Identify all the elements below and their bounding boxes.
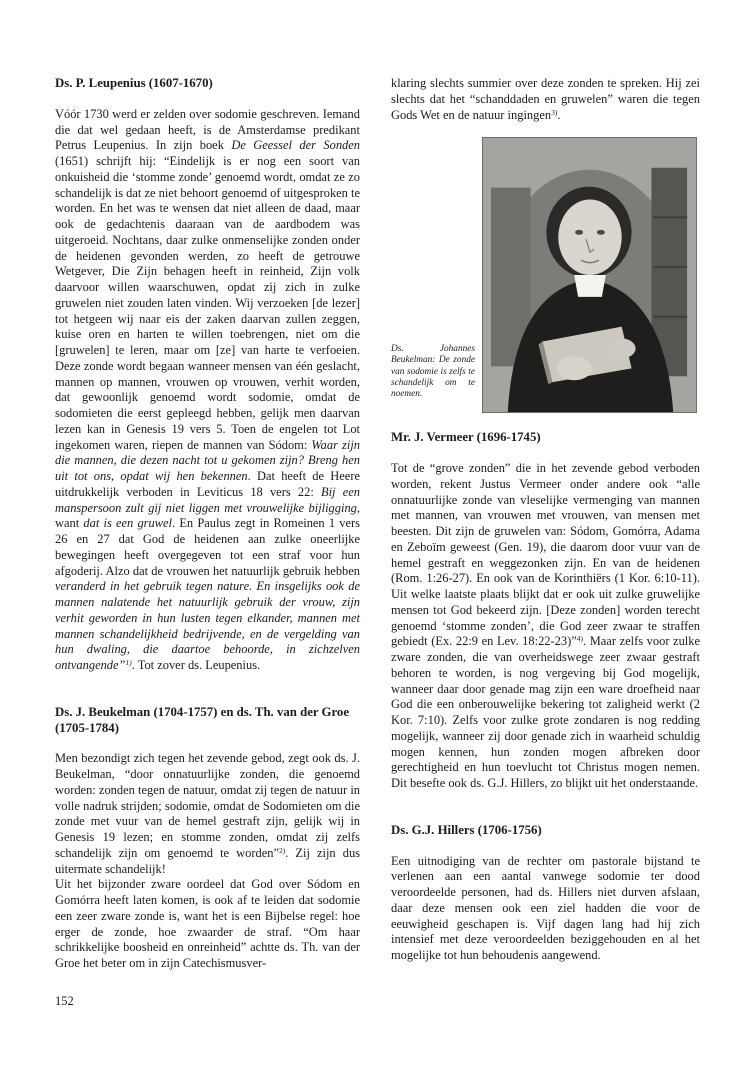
left-column [55,76,360,972]
paragraph-beukelman: Men bezondigt zich tegen het zevende gebod, zegt ook ds. J. Beukelman, “door onnatuurlijke zonden, die genoemd worden: zonden tegen de natuur, omdat zij tegen de natuur in volle nadruk strijden; sodomie, omdat de Sodomieten om die zonde met vuur van de hemel gestraft zijn, gelijk wij in Genesis 19 lezen; en stomme zonden, omdat zij zelfs schandelijk zijn om genoemd te worden”$^{2)}$. Zij zijn dus uitermate schandelijk! [55,751,360,876]
portrait-engraving [482,137,697,413]
paragraph-vermeer: Tot de “grove zonden” die in het zevende gebod verboden worden, rekent Justus Vermeer onder andere ook “alle onnatuurlijke zonde van vleselijke vermenging van mannen met mannen, van vrouwen met vrouwen, van mensen met beesten. Dit zijn de gruwelen van: Sódom, Gomórra, Adama en Zeboïm geweest (Gen. 19), die daarom door vuur van de hemel gestraft en weggezonken zijn. En van de heidenen (Rom. 1:26-27). En ook van de Korinthiërs (1 Kor. 6:10-11). Uit welke laatste plaats blijkt dat er ook uit zulke gruwelijke mensen tot God bekeerd zijn. [Deze zonden] worden terecht genoemd ‘stomme zonden’, die God zeer zwaar te straffen gebiedt (Ex. 22:9 en Lev. 18:22-23)”$^{4)}$. Maar zelfs voor zulke zware zonden, die van overheidswege zeer zwaar gestraft behoren te worden, is nog vergeving bij God mogelijk, wanneer daar door genade mag zijn een ware droefheid naar God die een onberouwelijke bekering tot zaligheid werkt (2 Kor. 7:10). Zelfs voor zulke grote zondaren is nog redding mogelijk, wanneer zij door genade zich in waarheid schuldig mogen kennen, hun zonden mogen afbreken door gerechtigheid en hun toevlucht tot Christus mogen nemen. Dit besefte ook ds. G.J. Hillers, zo blijkt uit het onderstaande. [391,461,700,790]
heading-vermeer: Mr. J. Vermeer (1696-1745) [391,430,541,445]
heading-hillers: Ds. G.J. Hillers (1706-1756) [391,822,542,837]
heading-leupenius: Ds. P. Leupenius (1607-1670) [55,76,213,90]
paragraph-leupenius: Vóór 1730 werd er zelden over sodomie geschreven. Iemand die dat wel gedaan heeft, is de Amsterdamse predikant Petrus Leupenius. In zijn boek De Geessel der Sonden (1651) schrijft hij: “Eindelijk is er nog een soort van onkuisheid die ‘stomme zonde’ genoemd wordt, omdat ze zo schandelijk is dat ze niet behoort genoemd of uitgesproken te worden. En het was te wensen dat niet alleen de daad, maar ook de gedachtenis daaraan van de aardbodem was uitgeroeid. Nochtans, daar zulke onmenselijke zonden onder de heidenen gevonden werden, zo heeft de getrouwe Wetgever, Die Zijn behagen heeft in reinheid, Zijn volk daarvoor willen waarschuwen, opdat zij zich in zulke gruwelen niet zouden laten vinden. Wij verzoeken [de lezer] tot hetgeen wij naar eis der zaken daarvan zullen zeggen, kuise oren en harten te willen toebrengen, niet om die [gruwelen] te leren, maar om [ze] van harte te verfoeien. Deze zonde wordt begaan wanneer mensen van één geslacht, mannen op mannen, vrouwen op vrouwen, verhit worden, dat gewoonlijk genoemd wordt sodomie, omdat de sodomieten die eerst gepleegd hebben, gelijk men daarvan lezen kan in Genesis 19 vers 5. Toen de engelen tot Lot ingekomen waren, riepen de mannen van Sódom: Waar zijn die mannen, die dezen nacht tot u gekomen zijn? Breng hen uit tot ons, opdat wij hen bekennen. Dat heeft de Heere uitdrukkelijk verboden in Leviticus 18 vers 22: Bij een manspersoon zult gij niet liggen met vrouwelijke bijligging, want dat is een gruwel. En Paulus zegt in Romeinen 1 vers 26 en 27 dat God de heidenen aan zulke oneerlijke bewegingen heeft overgegeven tot een straf voor hun afgoderij. Alzo dat de vrouwen het natuurlijk gebruik hebben veranderd in het gebruik tegen nature. En insgelijks ook de mannen nalatende het natuurlijk gebruik der vrouw, zijn verhit geworden in hun lusten tegen elkander, mannen met mannen schandelijkheid bedrijvende, en de vergelding van hun dwaling, die daartoe behoorde, in zichzelven ontvangende”$^{1)}$. Tot zover ds. Leupenius. [55,106,361,672]
page-number: 152 [55,994,74,1008]
right-column [391,76,700,964]
heading-beukelman-van-der-groe: Ds. J. Beukelman (1704-1757) en ds. Th. van der Groe (1705-1784) [55,704,349,735]
portrait-figure [391,137,700,409]
paragraph-hillers: Een uitnodiging van de rechter om pastorale bijstand te verlenen aan een aantal vanwege sodomie ter dood veroordeelde personen, had ds. Hillers niet durven afslaan, daar deze mensen ook een ziel hadden die voor de eeuwigheid geschapen is. Vijf dagen lang had hij zich intensief met deze veroordeelden beziggehouden en al het mogelijke tot hun behoudenis aangewend. [391,853,700,962]
portrait-image [483,138,696,412]
figure-caption: Ds. Johannes Beukelman: De zonde van sodomie is zelfs te schandelijk om te noemen. [391,344,475,400]
paragraph-catechism-continuation: klaring slechts summier over deze zonden te spreken. Hij zei slechts dat het “schanddaden en gruwelen” waren die tegen Gods Wet en de natuur ingingen$^{3)}$. [391,76,700,122]
paragraph-sodom-gomorra: Uit het bijzonder zware oordeel dat God over Sódom en Gomórra heeft laten komen, is ook af te leiden dat sodomie een zeer zware zonde is, want het is een Bijbelse regel: hoe erger de zonde, hoe zwaarder de straf. “Om haar schrikkelijke boosheid en onreinheid” achtte ds. Th. van der Groe het beter om in zijn Catechismusver- [55,877,360,970]
